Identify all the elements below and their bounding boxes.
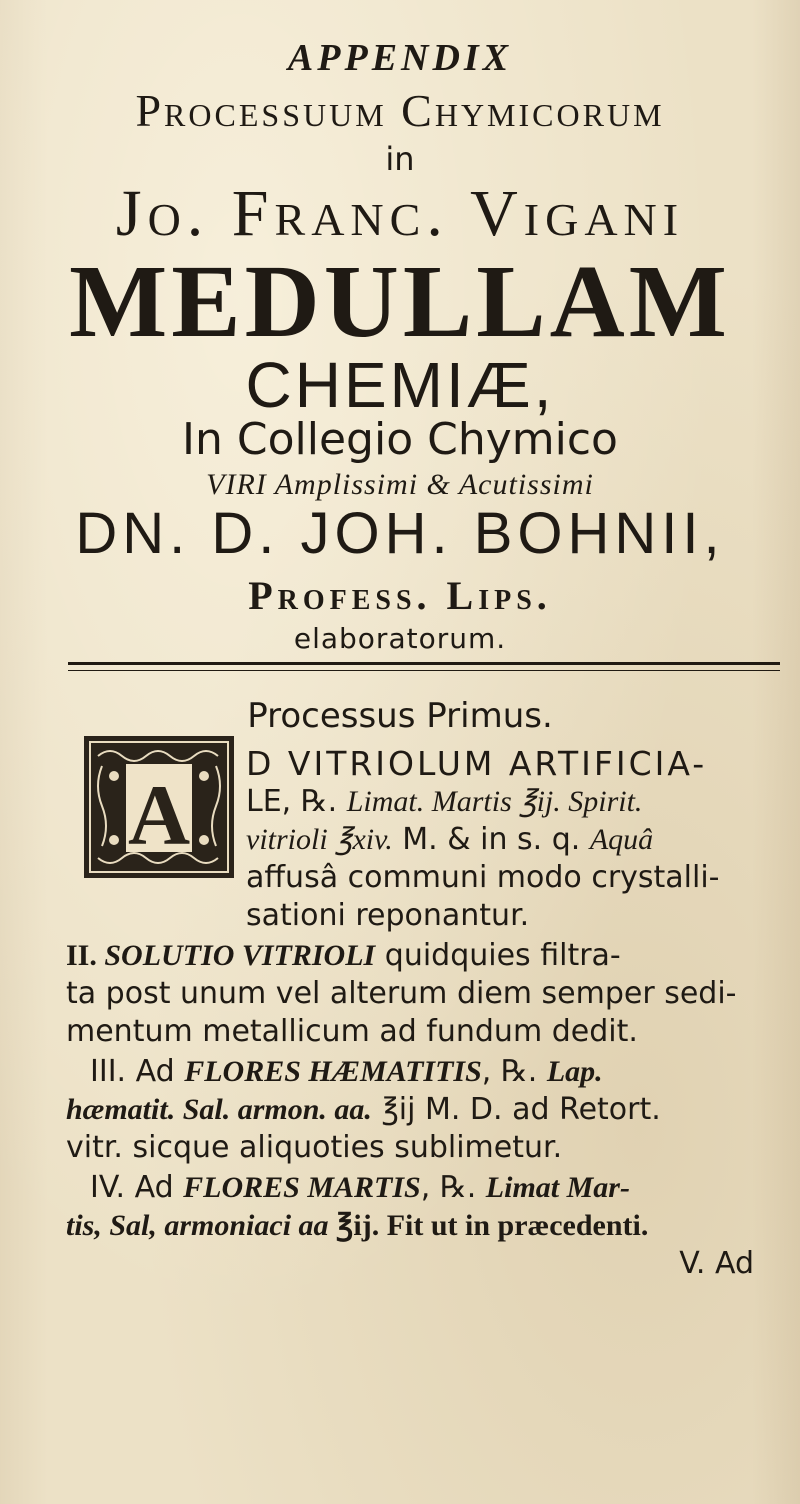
paragraph-1-line-2 — [246, 784, 642, 819]
text-run: , ℞. — [481, 1054, 547, 1089]
decorated-initial — [84, 736, 234, 878]
chemiae-title: CHEMIÆ, — [245, 349, 555, 421]
text-run: ℥ij M. D. ad Retort. — [371, 1092, 661, 1127]
section-heading: Processus Primus. — [247, 696, 553, 736]
initial-letter: A — [127, 767, 191, 863]
text-run: II. — [66, 939, 105, 972]
paragraph-4-line-1 — [90, 1170, 630, 1205]
double-rule-thin — [68, 670, 780, 671]
paragraph-2-line-1 — [66, 938, 621, 973]
paragraph-2-line-3: mentum metallicum ad fundum dedit. — [66, 1014, 638, 1049]
paragraph-2-line-2: ta post unum vel alterum diem semper sedi- — [66, 976, 737, 1011]
text-run-italic: Aquâ — [589, 823, 654, 856]
appendix-heading: APPENDIX — [287, 37, 513, 79]
text-run: quidquies filtra- — [375, 938, 621, 973]
processuum-heading: Processuum Chymicorum — [135, 85, 665, 136]
collegio-line: In Collegio Chymico — [182, 414, 618, 465]
text-run: , ℞. — [420, 1170, 486, 1205]
in-word: in — [385, 140, 415, 178]
double-rule-thick — [68, 662, 780, 665]
paragraph-4-line-2 — [66, 1208, 648, 1243]
catchword: V. Ad — [679, 1246, 754, 1281]
text-run-italic: hæmatit. Sal. armon. aa. — [66, 1093, 372, 1126]
paragraph-1-line-5: sationi reponantur. — [246, 898, 530, 933]
text-run-italic: tis, Sal, armoniaci aa — [66, 1209, 329, 1242]
text-run: LE, ℞. — [246, 784, 347, 819]
author-name: Jo. Franc. Vigani — [115, 177, 685, 250]
text-run-italic: Limat. Martis ℥ij. Spirit. — [346, 785, 643, 818]
ornament-icon — [84, 736, 234, 878]
paragraph-1-line-4: affusâ communi modo crystalli- — [246, 860, 720, 895]
medullam-title: MEDULLAM — [69, 244, 731, 359]
text-run-italic: SOLUTIO VITRIOLI — [104, 939, 376, 972]
text-run-italic: vitrioli ℥xiv. — [246, 823, 393, 856]
paragraph-3-line-2 — [66, 1092, 661, 1127]
paragraph-1-line-1: D VITRIOLUM ARTIFICIA- — [246, 744, 708, 783]
text-run: M. & in s. q. — [392, 822, 590, 857]
text-run-italic: FLORES MARTIS — [183, 1171, 421, 1204]
elaboratorum-line: elaboratorum. — [293, 622, 507, 655]
paragraph-1-line-3 — [246, 822, 653, 857]
text-run-italic: Limat Mar- — [485, 1171, 630, 1204]
bohnius-name: DN. D. JOH. BOHNII, — [75, 501, 725, 566]
paragraph-3-line-3: vitr. sicque aliquoties sublimetur. — [66, 1130, 563, 1165]
paragraph-3-line-1 — [90, 1054, 603, 1089]
text-run: ℥ij. Fit ut in præcedenti. — [328, 1209, 649, 1242]
text-run-italic: Lap. — [546, 1055, 603, 1088]
viri-line: VIRI Amplissimi & Acutissimi — [206, 468, 594, 501]
text-run-italic: FLORES HÆMATITIS — [184, 1055, 482, 1088]
profess-line: Profess. Lips. — [248, 573, 552, 618]
text-run: IV. Ad — [90, 1170, 184, 1205]
text-run: III. Ad — [90, 1054, 185, 1089]
